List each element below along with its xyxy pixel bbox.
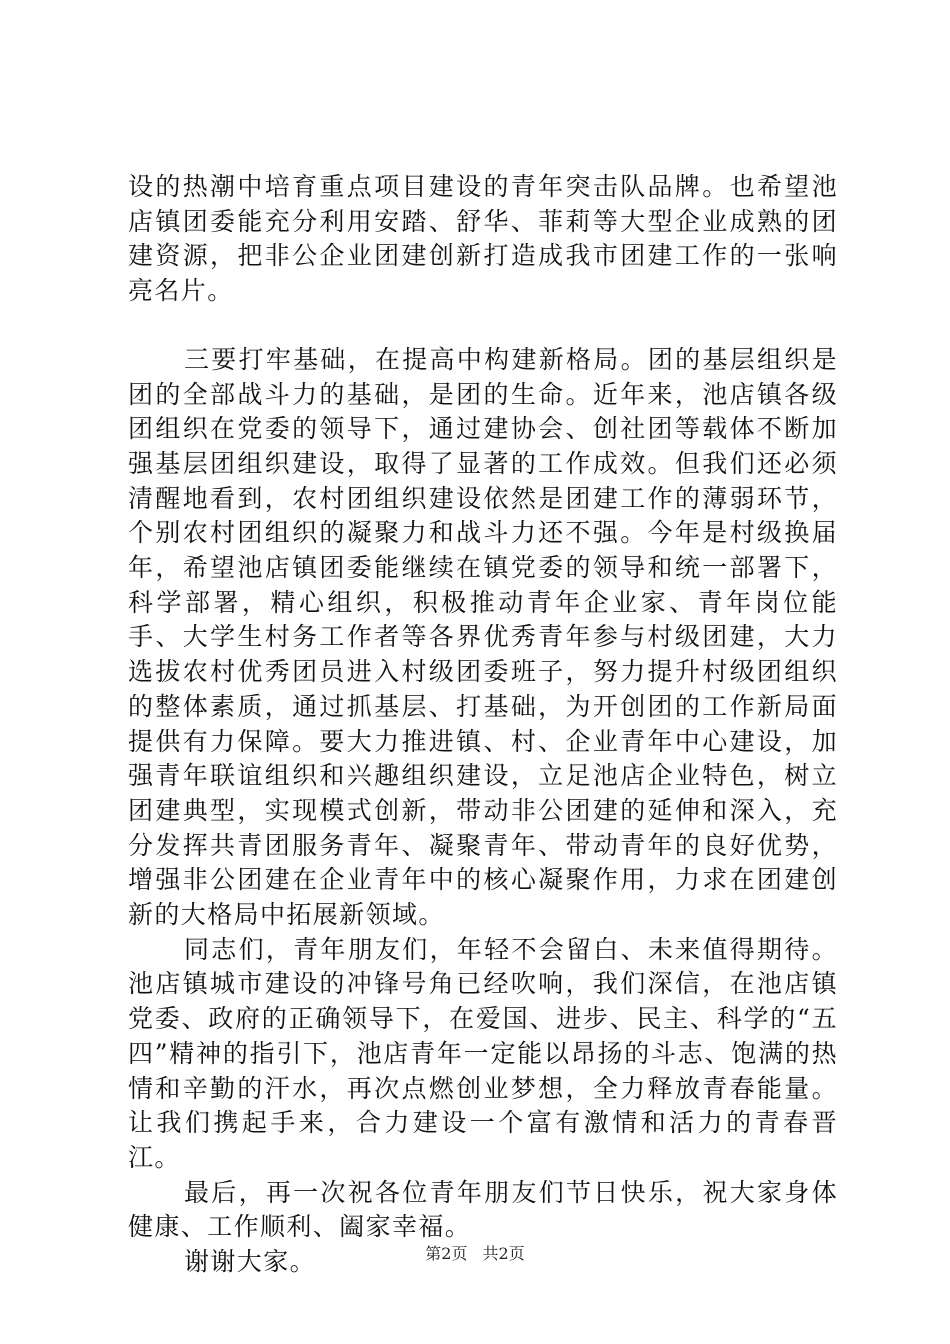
- paragraph-third-point: 三要打牢基础，在提高中构建新格局。团的基层组织是团的全部战斗力的基础，是团的生命。近年来，池店镇各级团组织在党委的领导下，通过建协会、创社团等载体不断加强基层团组织建设，取得了显著的工作成效。但我们还必须清醒地看到，农村团组织建设依然是团建工作的薄弱环节，个别农村团组织的凝聚力和战斗力还不强。今年是村级换届年，希望池店镇团委能继续在镇党委的领导和统一部署下，科学部署，精心组织，积极推动青年企业家、青年岗位能手、大学生村务工作者等各界优秀青年参与村级团建，大力选拔农村优秀团员进入村级团委班子，努力提升村级团组织的整体素质，通过抓基层、打基础，为开创团的工作新局面提供有力保障。要大力推进镇、村、企业青年中心建设，加强青年联谊组织和兴趣组织建设，立足池店企业特色，树立团建典型，实现模式创新，带动非公团建的延伸和深入，充分发挥共青团服务青年、凝聚青年、带动青年的良好优势，增强非公团建在企业青年中的核心凝聚作用，力求在团建创新的大格局中拓展新领域。: [128, 344, 838, 930]
- page-number-total: 共2页: [482, 1244, 525, 1263]
- paragraph-closing-wishes: 最后，再一次祝各位青年朋友们节日快乐，祝大家身体健康、工作顺利、阖家幸福。: [128, 1177, 838, 1242]
- page-footer: [0, 1244, 950, 1264]
- paragraph-address: 同志们，青年朋友们，年轻不会留白、未来值得期待。池店镇城市建设的冲锋号角已经吹响，我们深信，在池店镇党委、政府的正确领导下，在爱国、进步、民主、科学的“五四”精神的指引下，池店青年一定能以昂扬的斗志、饱满的热情和辛勤的汗水，再次点燃创业梦想，全力释放青春能量。让我们携起手来，合力建设一个富有激情和活力的青春晋江。: [128, 934, 838, 1172]
- page-number-current: 第2页: [425, 1244, 468, 1263]
- document-body: [128, 170, 838, 1280]
- paragraph-continuation: 设的热潮中培育重点项目建设的青年突击队品牌。也希望池店镇团委能充分利用安踏、舒华、菲莉等大型企业成熟的团建资源，把非公企业团建创新打造成我市团建工作的一张响亮名片。: [128, 172, 838, 306]
- paragraph-thanks: 谢谢大家。: [184, 1247, 317, 1277]
